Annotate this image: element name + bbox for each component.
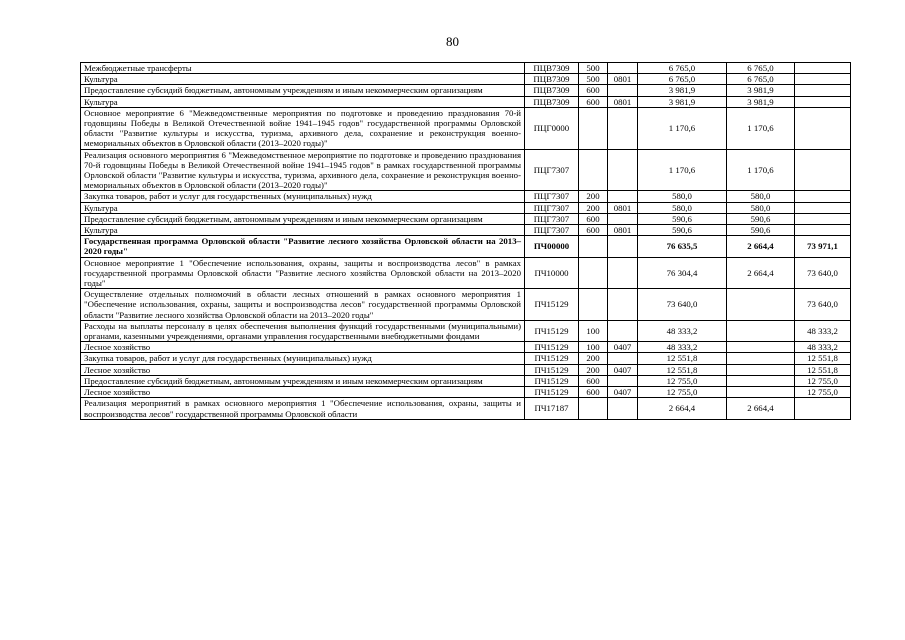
row-federal-amount: 2 664,4 — [727, 398, 795, 419]
row-federal-amount: 590,6 — [727, 213, 795, 224]
row-name: Государственная программа Орловской области "Развитие лесного хозяйства Орловской области на 2013–2020 годы" — [81, 236, 525, 257]
row-total-amount: 76 635,5 — [638, 236, 727, 257]
row-expense-type — [579, 236, 608, 257]
row-regional-amount — [795, 149, 851, 191]
row-target-code: ПЦГ7307 — [525, 213, 579, 224]
row-total-amount: 590,6 — [638, 225, 727, 236]
row-name: Закупка товаров, работ и услуг для государственных (муниципальных) нужд — [81, 191, 525, 202]
row-regional-amount — [795, 213, 851, 224]
table-row — [81, 364, 851, 375]
row-target-code: ПЦГ0000 — [525, 107, 579, 149]
row-federal-amount: 590,6 — [727, 225, 795, 236]
row-section-code: 0801 — [608, 202, 638, 213]
row-federal-amount: 1 170,6 — [727, 149, 795, 191]
row-name: Реализация основного мероприятия 6 "Межведомственное мероприятие по подготовке и проведению празднования 70-й годовщины Победы в Великой Отечественной войне 1941–1945 годов" в рамках государственной программы Орловской области "Развитие культуры и искусства, туризма, архивного дела, сохранение и реконструкция военно-мемориальных объектов в Орловской области (2013–2020 годы)" — [81, 149, 525, 191]
row-regional-amount — [795, 225, 851, 236]
row-regional-amount: 12 755,0 — [795, 387, 851, 398]
table-row — [81, 236, 851, 257]
row-regional-amount: 12 755,0 — [795, 375, 851, 386]
row-total-amount: 1 170,6 — [638, 107, 727, 149]
row-total-amount: 48 333,2 — [638, 342, 727, 353]
row-expense-type — [579, 107, 608, 149]
row-section-code: 0801 — [608, 74, 638, 85]
row-expense-type: 100 — [579, 320, 608, 341]
row-section-code: 0801 — [608, 96, 638, 107]
row-expense-type: 600 — [579, 375, 608, 386]
row-expense-type — [579, 149, 608, 191]
table-row — [81, 96, 851, 107]
row-regional-amount: 73 971,1 — [795, 236, 851, 257]
row-name: Культура — [81, 74, 525, 85]
row-section-code — [608, 191, 638, 202]
row-expense-type: 600 — [579, 96, 608, 107]
table-row — [81, 387, 851, 398]
budget-table — [80, 62, 851, 420]
page-number: 80 — [446, 34, 459, 49]
row-regional-amount: 73 640,0 — [795, 257, 851, 289]
row-federal-amount: 2 664,4 — [727, 236, 795, 257]
row-section-code — [608, 85, 638, 96]
row-name: Лесное хозяйство — [81, 364, 525, 375]
table-row — [81, 74, 851, 85]
row-total-amount: 12 551,8 — [638, 353, 727, 364]
row-total-amount: 73 640,0 — [638, 289, 727, 321]
row-total-amount: 1 170,6 — [638, 149, 727, 191]
budget-table-body — [81, 63, 851, 420]
row-section-code — [608, 63, 638, 74]
row-section-code — [608, 257, 638, 289]
row-target-code: ПЧ15129 — [525, 387, 579, 398]
row-expense-type: 200 — [579, 191, 608, 202]
row-expense-type — [579, 257, 608, 289]
row-name: Культура — [81, 96, 525, 107]
row-regional-amount — [795, 202, 851, 213]
row-federal-amount: 580,0 — [727, 191, 795, 202]
table-row — [81, 257, 851, 289]
row-section-code — [608, 213, 638, 224]
table-row — [81, 107, 851, 149]
row-regional-amount: 48 333,2 — [795, 342, 851, 353]
row-federal-amount: 580,0 — [727, 202, 795, 213]
row-name: Лесное хозяйство — [81, 387, 525, 398]
row-name: Расходы на выплаты персоналу в целях обеспечения выполнения функций государственными (муниципальными) органами, казенными учреждениями, органами управления государственными внебюджетными фондами — [81, 320, 525, 341]
table-row — [81, 225, 851, 236]
row-expense-type: 200 — [579, 202, 608, 213]
row-federal-amount: 6 765,0 — [727, 74, 795, 85]
row-target-code: ПЧ15129 — [525, 320, 579, 341]
row-expense-type: 600 — [579, 225, 608, 236]
row-section-code — [608, 375, 638, 386]
row-name: Осуществление отдельных полномочий в области лесных отношений в рамках основного мероприятия 1 "Обеспечение использования, охраны, защиты и воспроизводства лесов" государственной программы Орловской области "Развитие лесного хозяйства Орловской области на 2013–2020 годы" — [81, 289, 525, 321]
row-regional-amount — [795, 96, 851, 107]
row-target-code: ПЧ15129 — [525, 289, 579, 321]
table-row — [81, 213, 851, 224]
table-row — [81, 202, 851, 213]
row-section-code — [608, 398, 638, 419]
row-section-code: 0407 — [608, 342, 638, 353]
table-row — [81, 63, 851, 74]
row-total-amount: 590,6 — [638, 213, 727, 224]
row-name: Культура — [81, 225, 525, 236]
row-name: Закупка товаров, работ и услуг для государственных (муниципальных) нужд — [81, 353, 525, 364]
table-row — [81, 398, 851, 419]
row-expense-type: 500 — [579, 63, 608, 74]
row-target-code: ПЧ00000 — [525, 236, 579, 257]
row-target-code: ПЦГ7307 — [525, 202, 579, 213]
row-expense-type: 500 — [579, 74, 608, 85]
row-federal-amount — [727, 375, 795, 386]
row-regional-amount: 48 333,2 — [795, 320, 851, 341]
row-expense-type: 100 — [579, 342, 608, 353]
row-section-code — [608, 320, 638, 341]
row-regional-amount: 12 551,8 — [795, 364, 851, 375]
row-total-amount: 2 664,4 — [638, 398, 727, 419]
row-section-code — [608, 149, 638, 191]
row-total-amount: 12 755,0 — [638, 387, 727, 398]
row-name: Основное мероприятие 1 "Обеспечение использования, охраны, защиты и воспроизводства лесов" в рамках государственной программы Орловской области "Развитие лесного хозяйства Орловской области на 2013–2020 годы" — [81, 257, 525, 289]
row-target-code: ПЦВ7309 — [525, 85, 579, 96]
row-total-amount: 12 755,0 — [638, 375, 727, 386]
row-name: Лесное хозяйство — [81, 342, 525, 353]
table-row — [81, 375, 851, 386]
row-name: Предоставление субсидий бюджетным, автономным учреждениям и иным некоммерческим организациям — [81, 375, 525, 386]
row-expense-type — [579, 398, 608, 419]
row-name: Межбюджетные трансферты — [81, 63, 525, 74]
row-federal-amount — [727, 387, 795, 398]
row-target-code: ПЦВ7309 — [525, 96, 579, 107]
row-section-code: 0801 — [608, 225, 638, 236]
row-target-code: ПЧ15129 — [525, 353, 579, 364]
row-name: Основное мероприятие 6 "Межведомственные мероприятия по подготовке и проведению празднования 70-й годовщины Победы в Великой Отечественной войне 1941–1945 годов" государственной программы Орловской области "Развитие культуры и искусства, туризма, архивного дела, сохранение и реконструкция военно-мемориальных объектов в Орловской области (2013–2020 годы)" — [81, 107, 525, 149]
row-regional-amount — [795, 85, 851, 96]
row-expense-type — [579, 289, 608, 321]
row-target-code: ПЧ17187 — [525, 398, 579, 419]
row-federal-amount — [727, 364, 795, 375]
row-total-amount: 12 551,8 — [638, 364, 727, 375]
row-target-code: ПЦВ7309 — [525, 63, 579, 74]
row-name: Реализация мероприятий в рамках основного мероприятия 1 "Обеспечение использования, охраны, защиты и воспроизводства лесов" государственной программы Орловской области — [81, 398, 525, 419]
row-section-code — [608, 107, 638, 149]
row-target-code: ПЧ15129 — [525, 342, 579, 353]
row-federal-amount: 6 765,0 — [727, 63, 795, 74]
row-federal-amount: 3 981,9 — [727, 96, 795, 107]
row-total-amount: 580,0 — [638, 202, 727, 213]
table-row — [81, 353, 851, 364]
row-target-code: ПЦГ7307 — [525, 225, 579, 236]
row-target-code: ПЦГ7307 — [525, 149, 579, 191]
row-regional-amount — [795, 107, 851, 149]
row-total-amount: 3 981,9 — [638, 85, 727, 96]
row-regional-amount — [795, 74, 851, 85]
row-total-amount: 48 333,2 — [638, 320, 727, 341]
table-row — [81, 149, 851, 191]
row-section-code — [608, 353, 638, 364]
row-expense-type: 200 — [579, 364, 608, 375]
row-expense-type: 200 — [579, 353, 608, 364]
row-target-code: ПЧ15129 — [525, 375, 579, 386]
row-target-code: ПЦГ7307 — [525, 191, 579, 202]
row-expense-type: 600 — [579, 213, 608, 224]
row-target-code: ПЧ15129 — [525, 364, 579, 375]
row-section-code: 0407 — [608, 364, 638, 375]
row-regional-amount: 73 640,0 — [795, 289, 851, 321]
row-federal-amount: 3 981,9 — [727, 85, 795, 96]
row-regional-amount: 12 551,8 — [795, 353, 851, 364]
row-federal-amount — [727, 353, 795, 364]
row-target-code: ПЧ10000 — [525, 257, 579, 289]
row-name: Предоставление субсидий бюджетным, автономным учреждениям и иным некоммерческим организациям — [81, 85, 525, 96]
row-total-amount: 76 304,4 — [638, 257, 727, 289]
table-row — [81, 85, 851, 96]
row-section-code — [608, 289, 638, 321]
row-regional-amount — [795, 398, 851, 419]
row-section-code — [608, 236, 638, 257]
table-row — [81, 289, 851, 321]
row-regional-amount — [795, 191, 851, 202]
table-row — [81, 191, 851, 202]
row-name: Культура — [81, 202, 525, 213]
row-federal-amount: 2 664,4 — [727, 257, 795, 289]
row-total-amount: 6 765,0 — [638, 63, 727, 74]
row-name: Предоставление субсидий бюджетным, автономным учреждениям и иным некоммерческим организациям — [81, 213, 525, 224]
row-expense-type: 600 — [579, 85, 608, 96]
row-total-amount: 3 981,9 — [638, 96, 727, 107]
row-regional-amount — [795, 63, 851, 74]
row-expense-type: 600 — [579, 387, 608, 398]
row-federal-amount — [727, 320, 795, 341]
table-row — [81, 320, 851, 341]
table-row — [81, 342, 851, 353]
row-federal-amount: 1 170,6 — [727, 107, 795, 149]
row-federal-amount — [727, 289, 795, 321]
row-total-amount: 580,0 — [638, 191, 727, 202]
row-federal-amount — [727, 342, 795, 353]
row-target-code: ПЦВ7309 — [525, 74, 579, 85]
row-total-amount: 6 765,0 — [638, 74, 727, 85]
row-section-code: 0407 — [608, 387, 638, 398]
